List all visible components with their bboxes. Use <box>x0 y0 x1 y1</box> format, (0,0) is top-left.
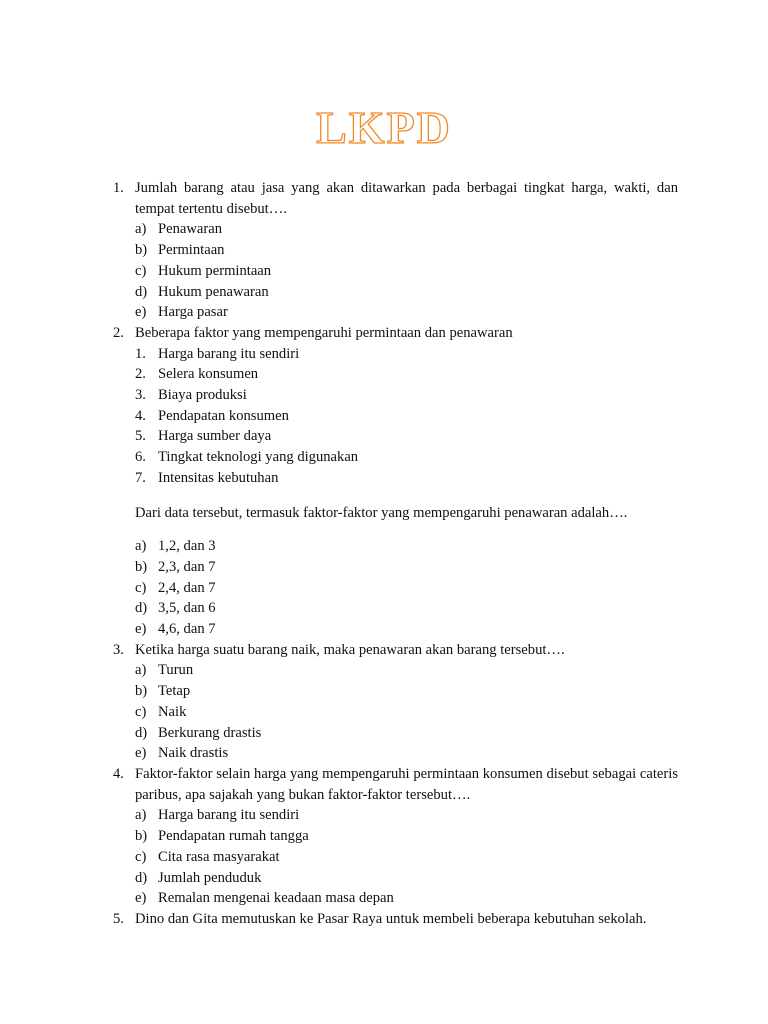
question-list <box>113 178 678 930</box>
option-label: c) <box>135 848 147 865</box>
option-a <box>135 219 678 240</box>
option-list <box>135 805 678 909</box>
option-label: b) <box>135 828 148 845</box>
question-4 <box>113 764 678 909</box>
factor-item <box>135 344 678 365</box>
option-a <box>135 805 678 826</box>
factor-text: Selera konsumen <box>158 366 259 383</box>
option-d <box>135 723 678 744</box>
option-c <box>135 847 678 868</box>
option-label: e) <box>135 304 147 321</box>
option-text: Pendapatan rumah tangga <box>158 828 309 845</box>
option-label: b) <box>135 558 148 575</box>
option-a <box>135 536 678 557</box>
factor-text: Harga barang itu sendiri <box>158 345 300 362</box>
factor-text: Harga sumber daya <box>158 428 272 445</box>
option-text: Jumlah penduduk <box>158 869 262 886</box>
factor-number: 6. <box>135 449 146 466</box>
factor-item <box>135 385 678 406</box>
option-b <box>135 557 678 578</box>
option-text: Harga pasar <box>158 304 228 321</box>
option-e <box>135 888 678 909</box>
option-text: Naik drastis <box>158 745 229 762</box>
option-text: Penawaran <box>158 221 223 238</box>
option-label: e) <box>135 890 147 907</box>
option-c <box>135 702 678 723</box>
option-label: b) <box>135 683 148 700</box>
option-label: c) <box>135 703 147 720</box>
factor-text: Tingkat teknologi yang digunakan <box>158 449 359 466</box>
option-label: e) <box>135 745 147 762</box>
question-text: Beberapa faktor yang mempengaruhi permintaan dan penawaran <box>135 324 513 341</box>
question-text: Dino dan Gita memutuskan ke Pasar Raya untuk membeli beberapa kebutuhan sekolah. <box>135 910 647 927</box>
factor-text: Intensitas kebutuhan <box>158 469 279 486</box>
factor-item <box>135 364 678 385</box>
option-b <box>135 826 678 847</box>
option-e <box>135 743 678 764</box>
factor-item <box>135 447 678 468</box>
option-text: 4,6, dan 7 <box>158 621 216 638</box>
option-label: d) <box>135 724 148 741</box>
factor-item <box>135 468 678 489</box>
option-text: 1,2, dan 3 <box>158 538 216 555</box>
question-number: 2. <box>113 324 124 341</box>
question-1 <box>113 178 678 323</box>
option-label: e) <box>135 621 147 638</box>
question-text: Jumlah barang atau jasa yang akan ditawarkan pada berbagai tingkat harga, wakti, dan tempat tertentu disebut…. <box>135 180 678 217</box>
option-b <box>135 240 678 261</box>
option-label: c) <box>135 579 147 596</box>
factor-item <box>135 426 678 447</box>
question-5 <box>113 909 678 930</box>
option-text: Tetap <box>158 683 191 700</box>
option-c <box>135 578 678 599</box>
option-label: d) <box>135 283 148 300</box>
option-text: Hukum permintaan <box>158 262 272 279</box>
question-text: Ketika harga suatu barang naik, maka penawaran akan barang tersebut…. <box>135 641 565 658</box>
option-text: 2,4, dan 7 <box>158 579 216 596</box>
factor-number: 7. <box>135 469 146 486</box>
option-label: a) <box>135 662 147 679</box>
option-label: d) <box>135 600 148 617</box>
question-number: 3. <box>113 641 124 658</box>
option-label: a) <box>135 538 147 555</box>
option-d <box>135 598 678 619</box>
question-text: Faktor-faktor selain harga yang mempengaruhi permintaan konsumen disebut sebagai cateris paribus, apa sajakah yang bukan faktor-faktor tersebut…. <box>135 765 678 803</box>
factor-item <box>135 406 678 427</box>
option-list <box>135 536 678 640</box>
question-note: Dari data tersebut, termasuk faktor-faktor yang mempengaruhi penawaran adalah…. <box>135 504 628 521</box>
option-c <box>135 261 678 282</box>
option-a <box>135 660 678 681</box>
option-d <box>135 868 678 889</box>
option-label: d) <box>135 869 148 886</box>
option-text: Naik <box>158 703 187 720</box>
option-text: 2,3, dan 7 <box>158 558 216 575</box>
option-label: a) <box>135 221 147 238</box>
factor-number: 5. <box>135 428 146 445</box>
option-e <box>135 619 678 640</box>
option-b <box>135 681 678 702</box>
option-e <box>135 302 678 323</box>
factor-number: 1. <box>135 345 146 362</box>
factor-text: Pendapatan konsumen <box>158 407 289 424</box>
factor-text: Biaya produksi <box>158 387 247 404</box>
page-title: LKPD <box>316 102 452 153</box>
question-number: 4. <box>113 765 124 782</box>
question-number: 1. <box>113 180 124 196</box>
option-text: 3,5, dan 6 <box>158 600 216 617</box>
option-label: c) <box>135 262 147 279</box>
option-text: Permintaan <box>158 242 225 259</box>
option-label: b) <box>135 242 148 259</box>
factor-number: 4. <box>135 407 146 424</box>
option-d <box>135 282 678 303</box>
question-3 <box>113 640 678 764</box>
factor-number: 3. <box>135 387 146 404</box>
option-text: Remalan mengenai keadaan masa depan <box>158 890 394 907</box>
option-list <box>135 219 678 323</box>
question-number: 5. <box>113 910 124 927</box>
option-text: Turun <box>158 662 194 679</box>
factor-list <box>135 344 678 489</box>
factor-number: 2. <box>135 366 146 383</box>
option-text: Hukum penawaran <box>158 283 269 300</box>
option-text: Berkurang drastis <box>158 724 262 741</box>
option-text: Cita rasa masyarakat <box>158 848 280 865</box>
option-label: a) <box>135 807 147 824</box>
option-list <box>135 660 678 764</box>
option-text: Harga barang itu sendiri <box>158 807 300 824</box>
question-2 <box>113 323 678 640</box>
